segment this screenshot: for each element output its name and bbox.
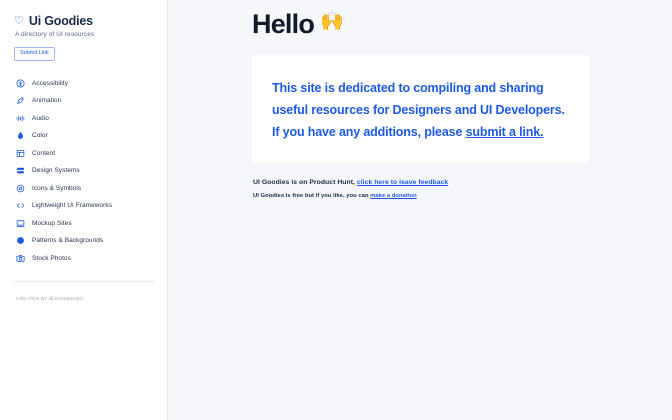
make-a-donation-link[interactable]: make a donation xyxy=(370,193,417,200)
submit-link-button[interactable]: Submit Link xyxy=(14,47,55,61)
color-drop-icon xyxy=(16,131,25,140)
raised-hands-emoji: 🙌 xyxy=(320,11,343,32)
sidebar-item-stock-photos[interactable] xyxy=(14,250,155,268)
content-icon xyxy=(16,149,25,158)
patterns-icon xyxy=(16,236,25,245)
page-title-text: Hello xyxy=(252,9,315,39)
heart-icon: ♡ xyxy=(14,14,24,27)
submit-a-link-link[interactable]: submit a link. xyxy=(465,125,544,140)
sidebar-item-label: Design Systems xyxy=(32,167,80,175)
intro-text-before: This site is dedicated to compiling and sharing useful resources for Designers and UI Developers. If you have any additions, please xyxy=(272,80,565,140)
page-title xyxy=(252,10,589,40)
sidebar-nav xyxy=(14,75,155,268)
accessibility-icon xyxy=(16,79,25,88)
stock-photos-icon xyxy=(16,254,25,263)
sidebar-item-mockup-sites[interactable] xyxy=(14,215,155,233)
mockup-icon xyxy=(16,219,25,228)
sidebar-item-content[interactable] xyxy=(14,145,155,163)
brand-title: Ui Goodies xyxy=(28,14,93,28)
sidebar-item-accessibility[interactable] xyxy=(14,75,155,93)
code-icon xyxy=(16,201,25,210)
intro-card-text xyxy=(272,77,569,144)
producthunt-text: UI Goodies is on Product Hunt, xyxy=(253,179,355,187)
sidebar-item-design-systems[interactable] xyxy=(14,162,155,180)
sidebar-item-label: Animation xyxy=(32,97,62,105)
sidebar-item-label: Mockup Sites xyxy=(32,219,72,227)
audio-icon xyxy=(16,114,25,123)
sidebar-item-label: Stock Photos xyxy=(32,254,71,262)
sidebar-item-label: Audio xyxy=(32,114,49,122)
sidebar-credit: CREATED BY @JOSSEEDEV xyxy=(16,296,84,301)
design-systems-icon xyxy=(16,166,25,175)
intro-card xyxy=(252,55,589,164)
donation-note xyxy=(253,193,589,199)
sidebar-item-icons-symbols[interactable] xyxy=(14,180,155,198)
sidebar-item-label: Lightweight UI Frameworks xyxy=(32,202,112,210)
sidebar-item-label: Accessibility xyxy=(32,79,69,87)
sidebar-item-label: Icons & Symbols xyxy=(32,184,82,192)
sidebar-item-label: Content xyxy=(32,149,56,157)
brand-subtitle: A directory of UI resources xyxy=(15,31,95,38)
producthunt-note xyxy=(253,179,589,186)
donation-text: UI Goodies is free but if you like, you can xyxy=(253,193,369,200)
icons-symbols-icon xyxy=(16,184,25,193)
sidebar-item-audio[interactable] xyxy=(14,110,155,128)
main-content xyxy=(168,0,672,420)
sidebar-item-patterns-backgrounds[interactable] xyxy=(14,232,155,250)
sidebar-item-color[interactable] xyxy=(14,127,155,145)
sidebar-item-lightweight-ui-frameworks[interactable] xyxy=(14,197,155,215)
sidebar-divider xyxy=(14,281,155,282)
sidebar xyxy=(0,0,168,420)
sidebar-item-label: Patterns & Backgrounds xyxy=(32,237,104,245)
sidebar-item-animation[interactable] xyxy=(14,92,155,110)
brand[interactable] xyxy=(14,14,155,28)
sidebar-item-label: Color xyxy=(32,132,48,140)
producthunt-feedback-link[interactable]: click here to leave feedback xyxy=(356,179,449,187)
animation-icon xyxy=(16,96,25,105)
